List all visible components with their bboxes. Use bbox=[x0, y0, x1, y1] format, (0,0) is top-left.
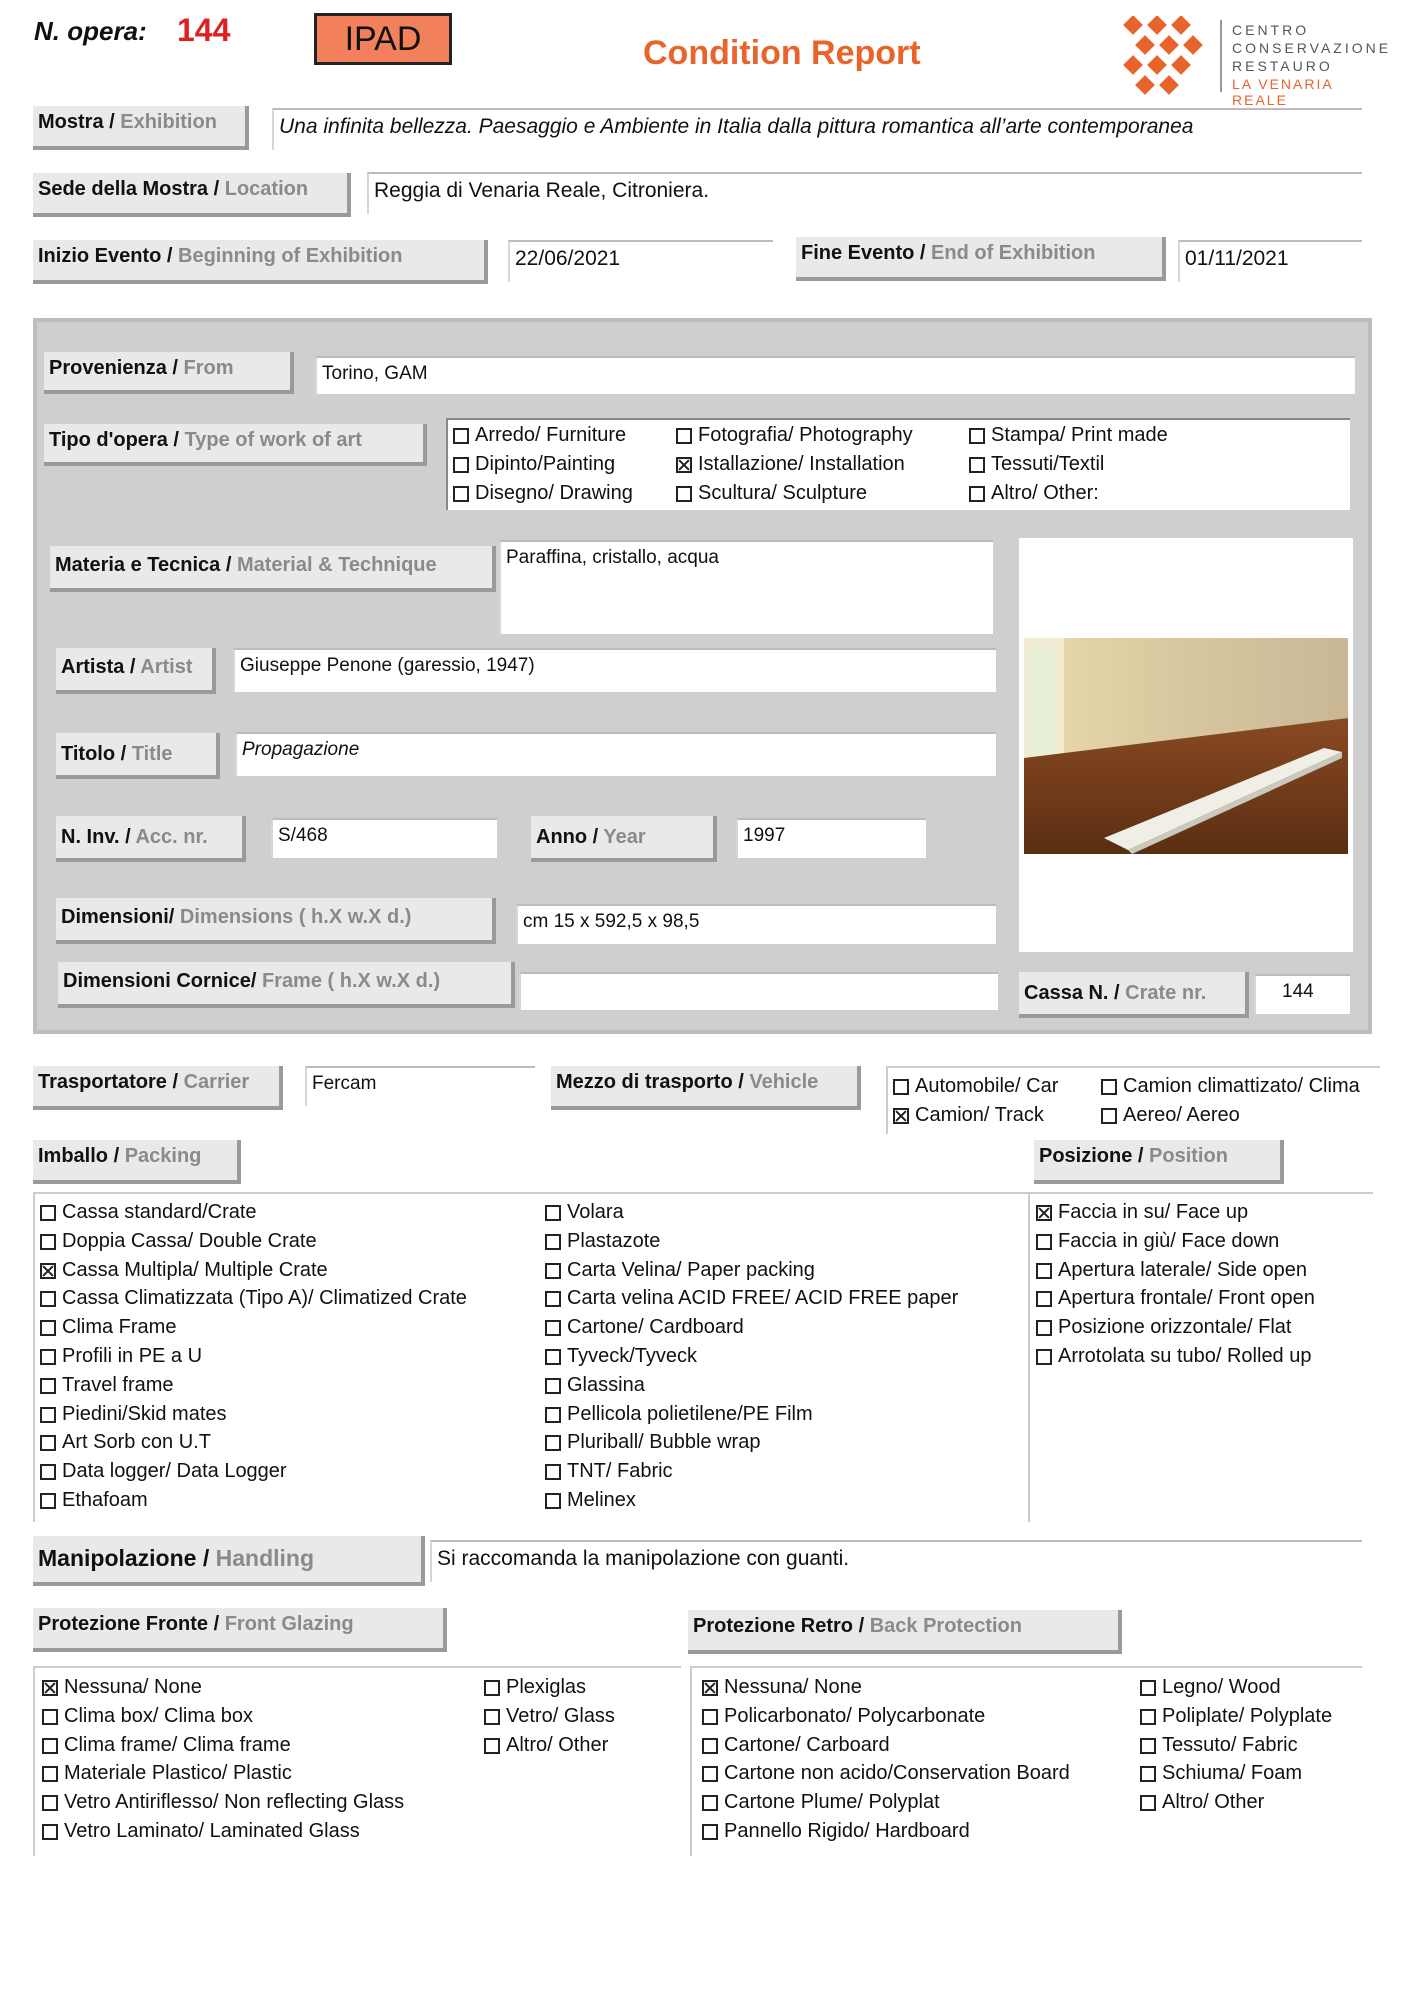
from-value[interactable]: Torino, GAM bbox=[315, 356, 1355, 394]
opera-label: N. opera: bbox=[34, 16, 147, 46]
checkbox-option[interactable]: Art Sorb con U.T bbox=[40, 1428, 211, 1456]
checkbox-option[interactable]: Cassa Multipla/ Multiple Crate bbox=[40, 1256, 328, 1284]
type-option-textile[interactable]: Tessuti/Textil bbox=[969, 450, 1104, 478]
checkbox-option[interactable]: Clima Frame bbox=[40, 1313, 176, 1341]
checkbox[interactable] bbox=[702, 1766, 718, 1782]
checkbox[interactable] bbox=[545, 1493, 561, 1509]
checkbox[interactable] bbox=[969, 486, 985, 502]
type-option-drawing[interactable]: Disegno/ Drawing bbox=[453, 479, 633, 507]
artist-value[interactable]: Giuseppe Penone (garessio, 1947) bbox=[233, 648, 996, 692]
checkbox-option[interactable]: Vetro Antiriflesso/ Non reflecting Glass bbox=[42, 1788, 404, 1816]
checkbox-option[interactable]: Altro/ Other bbox=[484, 1731, 608, 1759]
checkbox[interactable] bbox=[42, 1795, 58, 1811]
vehicle-option-climate-truck[interactable]: Camion climattizato/ Clima bbox=[1101, 1072, 1379, 1100]
checkbox-option[interactable]: Clima box/ Clima box bbox=[42, 1702, 253, 1730]
material-label: Materia e Tecnica / Material & Technique bbox=[50, 546, 496, 592]
checkbox[interactable] bbox=[40, 1291, 56, 1307]
checkbox[interactable] bbox=[1036, 1234, 1052, 1250]
checkbox-checked[interactable] bbox=[40, 1263, 56, 1279]
checkbox-option[interactable]: Tyveck/Tyveck bbox=[545, 1342, 697, 1370]
checkbox[interactable] bbox=[545, 1205, 561, 1221]
checkbox[interactable] bbox=[545, 1320, 561, 1336]
packing-label: Imballo / Packing bbox=[33, 1140, 241, 1184]
checkbox-option[interactable]: TNT/ Fabric bbox=[545, 1457, 673, 1485]
checkbox-option[interactable]: Schiuma/ Foam bbox=[1140, 1759, 1302, 1787]
type-label: Tipo d'opera / Type of work of art bbox=[44, 424, 427, 466]
checkbox[interactable] bbox=[893, 1079, 909, 1095]
type-option-furniture[interactable]: Arredo/ Furniture bbox=[453, 421, 626, 449]
checkbox[interactable] bbox=[545, 1234, 561, 1250]
checkbox-option[interactable]: Poliplate/ Polyplate bbox=[1140, 1702, 1332, 1730]
checkbox-option[interactable]: Apertura frontale/ Front open bbox=[1036, 1284, 1315, 1312]
checkbox-option[interactable]: Pluriball/ Bubble wrap bbox=[545, 1428, 760, 1456]
checkbox-option[interactable]: Data logger/ Data Logger bbox=[40, 1457, 287, 1485]
checkbox-option[interactable]: Arrotolata su tubo/ Rolled up bbox=[1036, 1342, 1312, 1370]
checkbox[interactable] bbox=[42, 1824, 58, 1840]
checkbox[interactable] bbox=[40, 1320, 56, 1336]
checkbox[interactable] bbox=[40, 1378, 56, 1394]
type-option-sculpture[interactable]: Scultura/ Sculpture bbox=[676, 479, 867, 507]
checkbox[interactable] bbox=[1036, 1263, 1052, 1279]
end-date-label: Fine Evento / End of Exhibition bbox=[796, 237, 1166, 281]
checkbox-option[interactable]: Policarbonato/ Polycarbonate bbox=[702, 1702, 985, 1730]
logo-line-1: CENTRO bbox=[1232, 22, 1310, 38]
checkbox[interactable] bbox=[545, 1464, 561, 1480]
from-label: Provenienza / From bbox=[44, 352, 294, 394]
checkbox-option[interactable]: Ethafoam bbox=[40, 1486, 148, 1514]
checkbox[interactable] bbox=[40, 1407, 56, 1423]
checkbox[interactable] bbox=[969, 428, 985, 444]
checkbox[interactable] bbox=[40, 1234, 56, 1250]
checkbox[interactable] bbox=[676, 428, 692, 444]
checkbox-option[interactable]: Vetro/ Glass bbox=[484, 1702, 615, 1730]
checkbox-option[interactable]: Piedini/Skid mates bbox=[40, 1400, 227, 1428]
checkbox-checked[interactable] bbox=[702, 1680, 718, 1696]
checkbox-option[interactable]: Pannello Rigido/ Hardboard bbox=[702, 1817, 970, 1845]
logo-line-4: LA VENARIA REALE bbox=[1232, 76, 1333, 108]
checkbox-option[interactable]: Nessuna/ None bbox=[42, 1673, 202, 1701]
inv-label: N. Inv. / Acc. nr. bbox=[56, 816, 246, 862]
checkbox[interactable] bbox=[40, 1205, 56, 1221]
frame-label: Dimensioni Cornice/ Frame ( h.X w.X d.) bbox=[58, 962, 515, 1008]
checkbox[interactable] bbox=[42, 1738, 58, 1754]
checkbox-option[interactable]: Materiale Plastico/ Plastic bbox=[42, 1759, 292, 1787]
handling-label: Manipolazione / Handling bbox=[33, 1536, 425, 1586]
location-value[interactable]: Reggia di Venaria Reale, Citroniera. bbox=[367, 172, 1362, 214]
title-label: Titolo / Title bbox=[56, 733, 220, 779]
exhibition-value[interactable]: Una infinita bellezza. Paesaggio e Ambiente in Italia dalla pittura romantica all’arte contemporanea bbox=[272, 108, 1362, 150]
checkbox-option[interactable]: Cassa Climatizzata (Tipo A)/ Climatized Crate bbox=[40, 1284, 467, 1312]
checkbox[interactable] bbox=[1140, 1680, 1156, 1696]
start-date-value[interactable]: 22/06/2021 bbox=[508, 240, 773, 282]
checkbox[interactable] bbox=[545, 1435, 561, 1451]
type-option-other[interactable]: Altro/ Other: bbox=[969, 479, 1099, 507]
checkbox-option[interactable]: Volara bbox=[545, 1198, 624, 1226]
vehicle-label: Mezzo di trasporto / Vehicle bbox=[551, 1066, 861, 1110]
logo-line-2: CONSERVAZIONE bbox=[1232, 40, 1392, 56]
back-protection-label: Protezione Retro / Back Protection bbox=[688, 1610, 1122, 1654]
checkbox-option[interactable]: Doppia Cassa/ Double Crate bbox=[40, 1227, 317, 1255]
checkbox[interactable] bbox=[1036, 1320, 1052, 1336]
checkbox[interactable] bbox=[453, 428, 469, 444]
year-value[interactable]: 1997 bbox=[736, 818, 926, 858]
year-label: Anno / Year bbox=[531, 816, 717, 862]
end-date-value[interactable]: 01/11/2021 bbox=[1178, 240, 1362, 282]
diamond-logo-icon bbox=[1118, 16, 1210, 100]
checkbox-option[interactable]: Plastazote bbox=[545, 1227, 660, 1255]
artist-label: Artista / Artist bbox=[56, 648, 216, 694]
type-option-installation[interactable]: Istallazione/ Installation bbox=[676, 450, 905, 478]
checkbox-option[interactable]: Cartone/ Cardboard bbox=[545, 1313, 744, 1341]
checkbox-checked[interactable] bbox=[893, 1108, 909, 1124]
vehicle-option-truck[interactable]: Camion/ Track bbox=[893, 1101, 1044, 1129]
checkbox-checked[interactable] bbox=[1036, 1205, 1052, 1221]
checkbox-option[interactable]: Melinex bbox=[545, 1486, 636, 1514]
checkbox[interactable] bbox=[545, 1378, 561, 1394]
checkbox[interactable] bbox=[40, 1464, 56, 1480]
type-option-painting[interactable]: Dipinto/Painting bbox=[453, 450, 615, 478]
dimensions-value[interactable]: cm 15 x 592,5 x 98,5 bbox=[516, 904, 996, 944]
checkbox[interactable] bbox=[702, 1709, 718, 1725]
checkbox[interactable] bbox=[40, 1349, 56, 1365]
artwork-photo bbox=[1024, 638, 1348, 854]
checkbox-option[interactable]: Altro/ Other bbox=[1140, 1788, 1264, 1816]
checkbox-option[interactable]: Cartone non acido/Conservation Board bbox=[702, 1759, 1070, 1787]
checkbox-option[interactable]: Nessuna/ None bbox=[702, 1673, 862, 1701]
material-value[interactable]: Paraffina, cristallo, acqua bbox=[499, 540, 993, 634]
checkbox[interactable] bbox=[1140, 1709, 1156, 1725]
checkbox[interactable] bbox=[545, 1349, 561, 1365]
position-label: Posizione / Position bbox=[1034, 1140, 1284, 1184]
checkbox-option[interactable]: Cassa standard/Crate bbox=[40, 1198, 257, 1226]
checkbox[interactable] bbox=[545, 1407, 561, 1423]
checkbox-option[interactable]: Carta Velina/ Paper packing bbox=[545, 1256, 815, 1284]
checkbox[interactable] bbox=[969, 457, 985, 473]
checkbox-option[interactable]: Vetro Laminato/ Laminated Glass bbox=[42, 1817, 360, 1845]
checkbox[interactable] bbox=[453, 457, 469, 473]
checkbox[interactable] bbox=[42, 1766, 58, 1782]
checkbox[interactable] bbox=[676, 486, 692, 502]
checkbox-option[interactable]: Apertura laterale/ Side open bbox=[1036, 1256, 1307, 1284]
checkbox-option[interactable]: Glassina bbox=[545, 1371, 645, 1399]
logo bbox=[1118, 16, 1394, 108]
vehicle-option-plane[interactable]: Aereo/ Aereo bbox=[1101, 1101, 1240, 1129]
type-option-print[interactable]: Stampa/ Print made bbox=[969, 421, 1168, 449]
dimensions-label: Dimensioni/ Dimensions ( h.X w.X d.) bbox=[56, 898, 496, 944]
frame-value[interactable] bbox=[519, 972, 998, 1010]
checkbox[interactable] bbox=[1101, 1079, 1117, 1095]
checkbox[interactable] bbox=[702, 1824, 718, 1840]
inv-value[interactable]: S/468 bbox=[271, 818, 497, 858]
checkbox[interactable] bbox=[1140, 1795, 1156, 1811]
checkbox[interactable] bbox=[484, 1680, 500, 1696]
exhibition-label: Mostra / Exhibition bbox=[33, 106, 249, 150]
checkbox-option[interactable]: Travel frame bbox=[40, 1371, 174, 1399]
checkbox[interactable] bbox=[1140, 1738, 1156, 1754]
opera-number: 144 bbox=[177, 12, 231, 48]
checkbox-option[interactable]: Plexiglas bbox=[484, 1673, 586, 1701]
checkbox-option[interactable]: Posizione orizzontale/ Flat bbox=[1036, 1313, 1291, 1341]
handling-value[interactable]: Si raccomanda la manipolazione con guanti. bbox=[430, 1540, 1362, 1582]
crate-label: Cassa N. / Crate nr. bbox=[1019, 972, 1249, 1018]
checkbox-option[interactable]: Clima frame/ Clima frame bbox=[42, 1731, 291, 1759]
checkbox-option[interactable]: Cartone/ Carboard bbox=[702, 1731, 890, 1759]
start-date-label: Inizio Evento / Beginning of Exhibition bbox=[33, 240, 488, 284]
checkbox[interactable] bbox=[42, 1709, 58, 1725]
checkbox-option[interactable]: Faccia in su/ Face up bbox=[1036, 1198, 1248, 1226]
checkbox-option[interactable]: Cartone Plume/ Polyplat bbox=[702, 1788, 940, 1816]
checkbox[interactable] bbox=[702, 1738, 718, 1754]
carrier-label: Trasportatore / Carrier bbox=[33, 1066, 283, 1110]
checkbox-option[interactable]: Pellicola polietilene/PE Film bbox=[545, 1400, 813, 1428]
checkbox-option[interactable]: Carta velina ACID FREE/ ACID FREE paper bbox=[545, 1284, 958, 1312]
checkbox-option[interactable]: Tessuto/ Fabric bbox=[1140, 1731, 1298, 1759]
vehicle-option-car[interactable]: Automobile/ Car bbox=[893, 1072, 1058, 1100]
carrier-value[interactable]: Fercam bbox=[305, 1066, 535, 1106]
checkbox-option[interactable]: Legno/ Wood bbox=[1140, 1673, 1281, 1701]
checkbox[interactable] bbox=[1101, 1108, 1117, 1124]
front-glazing-label: Protezione Fronte / Front Glazing bbox=[33, 1608, 447, 1652]
checkbox[interactable] bbox=[1140, 1766, 1156, 1782]
checkbox-checked[interactable] bbox=[42, 1680, 58, 1696]
checkbox[interactable] bbox=[484, 1709, 500, 1725]
checkbox[interactable] bbox=[545, 1263, 561, 1279]
checkbox[interactable] bbox=[1036, 1349, 1052, 1365]
checkbox[interactable] bbox=[545, 1291, 561, 1307]
report-title: Condition Report bbox=[643, 34, 921, 72]
checkbox[interactable] bbox=[484, 1738, 500, 1754]
checkbox-checked[interactable] bbox=[676, 457, 692, 473]
checkbox[interactable] bbox=[1036, 1291, 1052, 1307]
checkbox[interactable] bbox=[702, 1795, 718, 1811]
location-label: Sede della Mostra / Location bbox=[33, 173, 351, 217]
type-option-photography[interactable]: Fotografia/ Photography bbox=[676, 421, 913, 449]
checkbox[interactable] bbox=[40, 1493, 56, 1509]
crate-value[interactable]: 144 bbox=[1254, 974, 1350, 1014]
ipad-badge: IPAD bbox=[314, 13, 452, 65]
checkbox-option[interactable]: Faccia in giù/ Face down bbox=[1036, 1227, 1279, 1255]
checkbox[interactable] bbox=[453, 486, 469, 502]
checkbox-option[interactable]: Profili in PE a U bbox=[40, 1342, 202, 1370]
title-value[interactable]: Propagazione bbox=[235, 732, 996, 776]
logo-line-3: RESTAURO bbox=[1232, 58, 1333, 74]
checkbox[interactable] bbox=[40, 1435, 56, 1451]
